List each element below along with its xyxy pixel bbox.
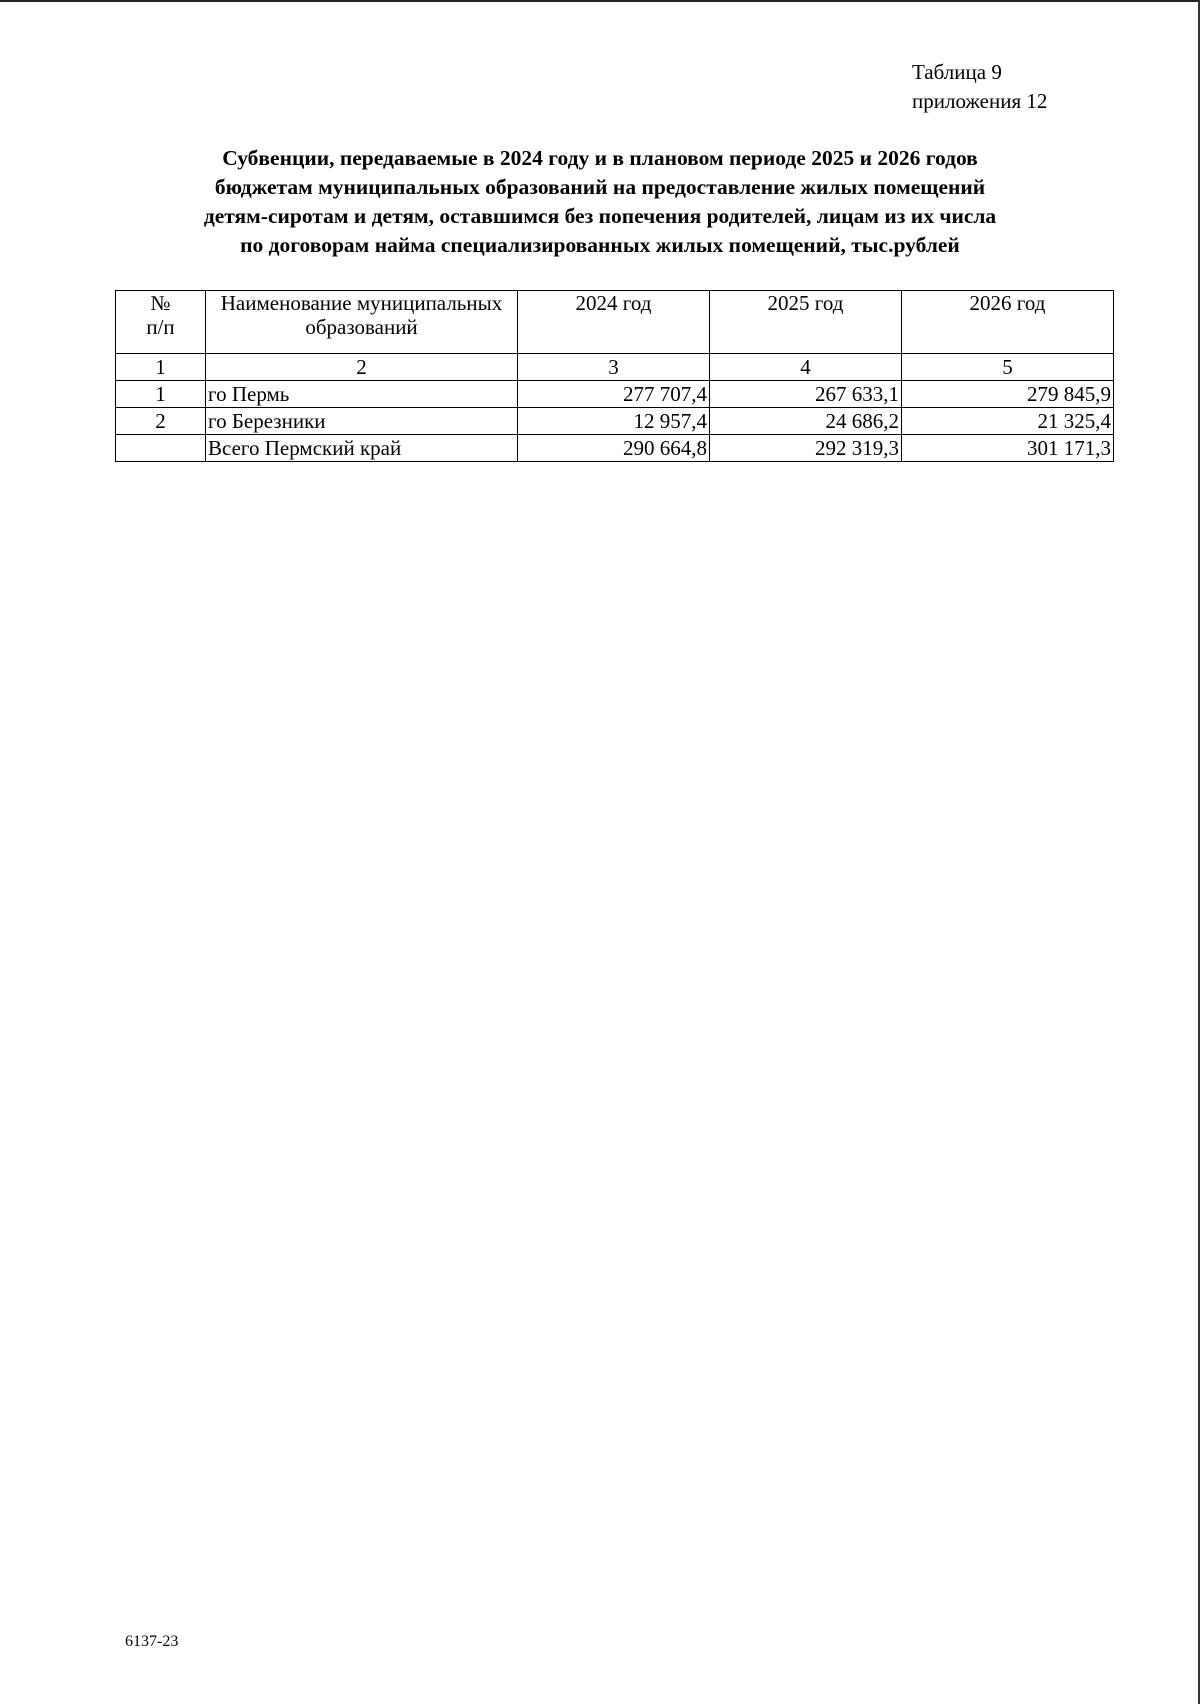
table-number: Таблица 9 <box>912 60 1002 84</box>
scan-edge-top <box>0 0 1200 2</box>
title-line-1: Субвенции, передаваемые в 2024 году и в плановом периоде 2025 и 2026 годов <box>222 146 978 170</box>
column-number: 3 <box>518 354 710 381</box>
document-title <box>130 144 1070 260</box>
row-number: 1 <box>116 381 206 408</box>
title-line-2: бюджетам муниципальных образований на предоставление жилых помещений <box>214 175 986 199</box>
value-2025: 267 633,1 <box>710 381 902 408</box>
column-number-row <box>116 354 1114 381</box>
column-number: 5 <box>902 354 1114 381</box>
municipality-name: го Пермь <box>206 381 518 408</box>
header-municipality-name: Наименование муниципальных образований <box>206 291 518 354</box>
title-line-4: по договорам найма специализированных жилых помещений, тыс.рублей <box>240 233 960 257</box>
header-year-2025: 2025 год <box>710 291 902 354</box>
column-number: 1 <box>116 354 206 381</box>
value-2024: 277 707,4 <box>518 381 710 408</box>
total-2024: 290 664,8 <box>518 435 710 462</box>
total-2025: 292 319,3 <box>710 435 902 462</box>
column-number: 2 <box>206 354 518 381</box>
row-number: 2 <box>116 408 206 435</box>
total-row <box>116 435 1114 462</box>
value-2026: 279 845,9 <box>902 381 1114 408</box>
header-year-2026: 2026 год <box>902 291 1114 354</box>
table-row <box>116 408 1114 435</box>
header-number: № п/п <box>116 291 206 354</box>
municipality-name: го Березники <box>206 408 518 435</box>
table-row <box>116 381 1114 408</box>
municipality-name: Всего Пермский край <box>206 435 518 462</box>
title-line-3: детям-сиротам и детям, оставшимся без попечения родителей, лицам из их числа <box>203 204 997 228</box>
value-2024: 12 957,4 <box>518 408 710 435</box>
document-code: 6137-23 <box>125 1633 179 1650</box>
value-2026: 21 325,4 <box>902 408 1114 435</box>
value-2025: 24 686,2 <box>710 408 902 435</box>
table-reference <box>912 58 1047 116</box>
table-header-row <box>116 291 1114 354</box>
column-number: 4 <box>710 354 902 381</box>
total-2026: 301 171,3 <box>902 435 1114 462</box>
appendix-reference: приложения 12 <box>912 89 1048 113</box>
subventions-table <box>115 290 1114 462</box>
row-number <box>116 435 206 462</box>
header-year-2024: 2024 год <box>518 291 710 354</box>
